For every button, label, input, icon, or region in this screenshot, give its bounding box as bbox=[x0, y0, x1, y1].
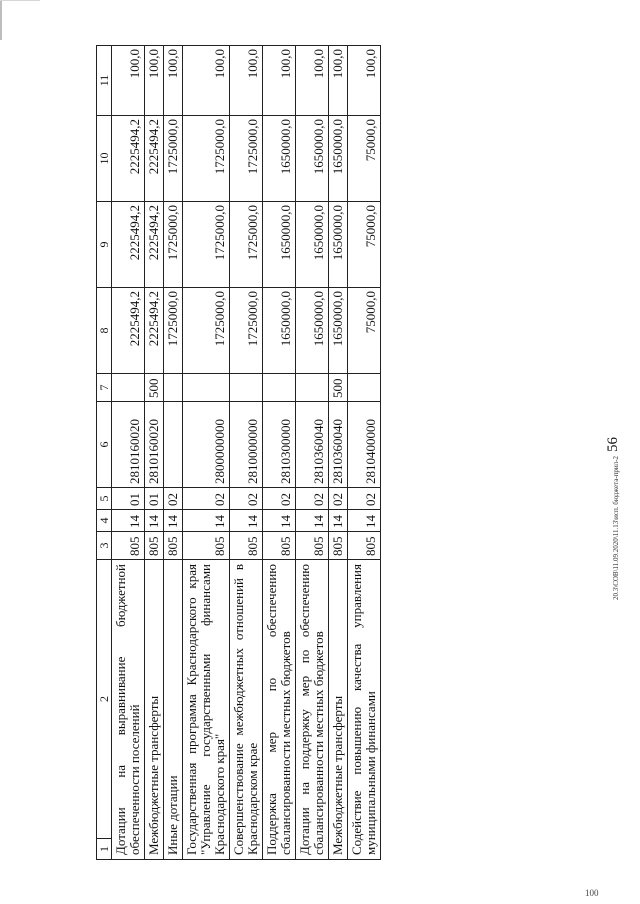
cell-c9: 1650000,0 bbox=[329, 202, 348, 288]
cell-c7 bbox=[183, 374, 230, 402]
row-name-cell: Межбюджетные трансферты bbox=[145, 560, 164, 860]
cell-c4: 14 bbox=[296, 510, 329, 532]
cell-c9: 1725000,0 bbox=[183, 202, 230, 288]
row-name-cell: Содействие повышению качества управления муниципальными финансами bbox=[348, 560, 381, 860]
header-cell: 1 bbox=[97, 838, 111, 859]
cell-c7 bbox=[230, 374, 263, 402]
row-name-cell: Дотации на поддержку мер по обеспечению сбалансированности местных бюджетов bbox=[296, 560, 329, 860]
header-cell: 3 bbox=[97, 532, 112, 560]
table-row bbox=[183, 46, 230, 860]
header-cell: 6 bbox=[97, 402, 112, 488]
cell-c10: 2225494,2 bbox=[145, 116, 164, 202]
cell-c3: 805 bbox=[230, 532, 263, 560]
cell-c6: 2810000000 bbox=[230, 402, 263, 488]
cell-c7: 500 bbox=[145, 374, 164, 402]
header-cell: 2 bbox=[97, 696, 111, 702]
cell-c3: 805 bbox=[145, 532, 164, 560]
header-cell: 4 bbox=[97, 510, 112, 532]
cell-c6 bbox=[164, 402, 183, 488]
cell-c3: 805 bbox=[112, 532, 145, 560]
row-name-cell: Совершенствование межбюджетных отношений в Краснодарском крае bbox=[230, 560, 263, 860]
cell-c7 bbox=[112, 374, 145, 402]
budget-table bbox=[96, 45, 381, 860]
cell-c10: 1650000,0 bbox=[329, 116, 348, 202]
cell-c4: 14 bbox=[112, 510, 145, 532]
cell-c9: 1650000,0 bbox=[296, 202, 329, 288]
table-row bbox=[329, 46, 348, 860]
table-row bbox=[145, 46, 164, 860]
table-row bbox=[296, 46, 329, 860]
cell-c8: 1650000,0 bbox=[263, 288, 296, 374]
cell-c3: 805 bbox=[164, 532, 183, 560]
cell-c10: 2225494,2 bbox=[112, 116, 145, 202]
cell-c8: 1650000,0 bbox=[296, 288, 329, 374]
row-name-cell: Государственная программа Краснодарского края "Управление государственными финансами Краснодарского края" bbox=[183, 560, 230, 860]
table-row bbox=[230, 46, 263, 860]
header-cell: 9 bbox=[97, 202, 112, 288]
cell-c11: 100,0 bbox=[145, 46, 164, 116]
cell-c6: 2810160020 bbox=[112, 402, 145, 488]
cell-c11: 100,0 bbox=[164, 46, 183, 116]
cell-c10: 1650000,0 bbox=[296, 116, 329, 202]
cell-c6: 2810400000 bbox=[348, 402, 381, 488]
cell-c5: 02 bbox=[296, 488, 329, 510]
cell-c5: 02 bbox=[348, 488, 381, 510]
budget-table-rotated bbox=[96, 46, 569, 860]
cell-c3: 805 bbox=[329, 532, 348, 560]
cell-c10: 75000,0 bbox=[348, 116, 381, 202]
cell-c8: 75000,0 bbox=[348, 288, 381, 374]
cell-c7 bbox=[296, 374, 329, 402]
cell-c11: 100,0 bbox=[112, 46, 145, 116]
cell-c5: 02 bbox=[183, 488, 230, 510]
cell-c10: 1725000,0 bbox=[183, 116, 230, 202]
cell-c9: 2225494,2 bbox=[145, 202, 164, 288]
cell-c5: 01 bbox=[112, 488, 145, 510]
cell-c7 bbox=[263, 374, 296, 402]
header-cell: 11 bbox=[97, 46, 112, 116]
cell-c3: 805 bbox=[263, 532, 296, 560]
cell-c7 bbox=[348, 374, 381, 402]
cell-c6: 2810360040 bbox=[329, 402, 348, 488]
cell-c8: 2225494,2 bbox=[145, 288, 164, 374]
cell-c11: 100,0 bbox=[183, 46, 230, 116]
cell-c5: 01 bbox=[145, 488, 164, 510]
cell-c9: 75000,0 bbox=[348, 202, 381, 288]
header-cell: 7 bbox=[97, 374, 112, 402]
cell-c3: 805 bbox=[348, 532, 381, 560]
cell-c8: 1650000,0 bbox=[329, 288, 348, 374]
corner-page-mark: 100 bbox=[585, 888, 599, 898]
row-name-cell: Межбюджетные трансферты bbox=[329, 560, 348, 860]
scan-edge-line bbox=[0, 0, 2, 40]
cell-c11: 100,0 bbox=[230, 46, 263, 116]
cell-c6: 2810160020 bbox=[145, 402, 164, 488]
cell-c8: 1725000,0 bbox=[230, 288, 263, 374]
cell-c9: 1725000,0 bbox=[164, 202, 183, 288]
row-name-cell: Иные дотации bbox=[164, 560, 183, 860]
cell-c11: 100,0 bbox=[296, 46, 329, 116]
cell-c8: 2225494,2 bbox=[112, 288, 145, 374]
cell-c3: 805 bbox=[296, 532, 329, 560]
cell-c4: 14 bbox=[348, 510, 381, 532]
cell-c10: 1725000,0 bbox=[164, 116, 183, 202]
table-row bbox=[164, 46, 183, 860]
cell-c9: 2225494,2 bbox=[112, 202, 145, 288]
table-row bbox=[348, 46, 381, 860]
header-cell: 5 bbox=[97, 488, 112, 510]
cell-c4: 14 bbox=[263, 510, 296, 532]
cell-c5: 02 bbox=[263, 488, 296, 510]
cell-c6: 2800000000 bbox=[183, 402, 230, 488]
cell-c4: 14 bbox=[183, 510, 230, 532]
page-number: 56 bbox=[605, 437, 621, 452]
footer-document-code: 20.3\СОВ\11.09.2020\11.13\исп. бюджета-прил-2 bbox=[612, 456, 620, 600]
cell-c11: 100,0 bbox=[263, 46, 296, 116]
cell-c11: 100,0 bbox=[329, 46, 348, 116]
cell-c4: 14 bbox=[145, 510, 164, 532]
cell-c3: 805 bbox=[183, 532, 230, 560]
cell-c5: 02 bbox=[164, 488, 183, 510]
cell-c6: 2810300000 bbox=[263, 402, 296, 488]
cell-c9: 1725000,0 bbox=[230, 202, 263, 288]
cell-c7: 500 bbox=[329, 374, 348, 402]
cell-c6: 2810360040 bbox=[296, 402, 329, 488]
cell-c7 bbox=[164, 374, 183, 402]
cell-c11: 100,0 bbox=[348, 46, 381, 116]
header-cell-1-2 bbox=[97, 560, 112, 860]
header-cell: 8 bbox=[97, 288, 112, 374]
cell-c8: 1725000,0 bbox=[183, 288, 230, 374]
row-name-cell: Дотации на выравнивание бюджетной обеспеченности поселений bbox=[112, 560, 145, 860]
header-cell: 10 bbox=[97, 116, 112, 202]
cell-c8: 1725000,0 bbox=[164, 288, 183, 374]
cell-c4: 14 bbox=[329, 510, 348, 532]
scan-edge-line-horizontal bbox=[0, 0, 40, 1]
table-row bbox=[263, 46, 296, 860]
cell-c4: 14 bbox=[230, 510, 263, 532]
table-row bbox=[112, 46, 145, 860]
cell-c5: 02 bbox=[230, 488, 263, 510]
table-header-row bbox=[97, 46, 112, 860]
cell-c10: 1725000,0 bbox=[230, 116, 263, 202]
cell-c5: 02 bbox=[329, 488, 348, 510]
row-name-cell: Поддержка мер по обеспечению сбалансированности местных бюджетов bbox=[263, 560, 296, 860]
cell-c9: 1650000,0 bbox=[263, 202, 296, 288]
cell-c10: 1650000,0 bbox=[263, 116, 296, 202]
cell-c4: 14 bbox=[164, 510, 183, 532]
